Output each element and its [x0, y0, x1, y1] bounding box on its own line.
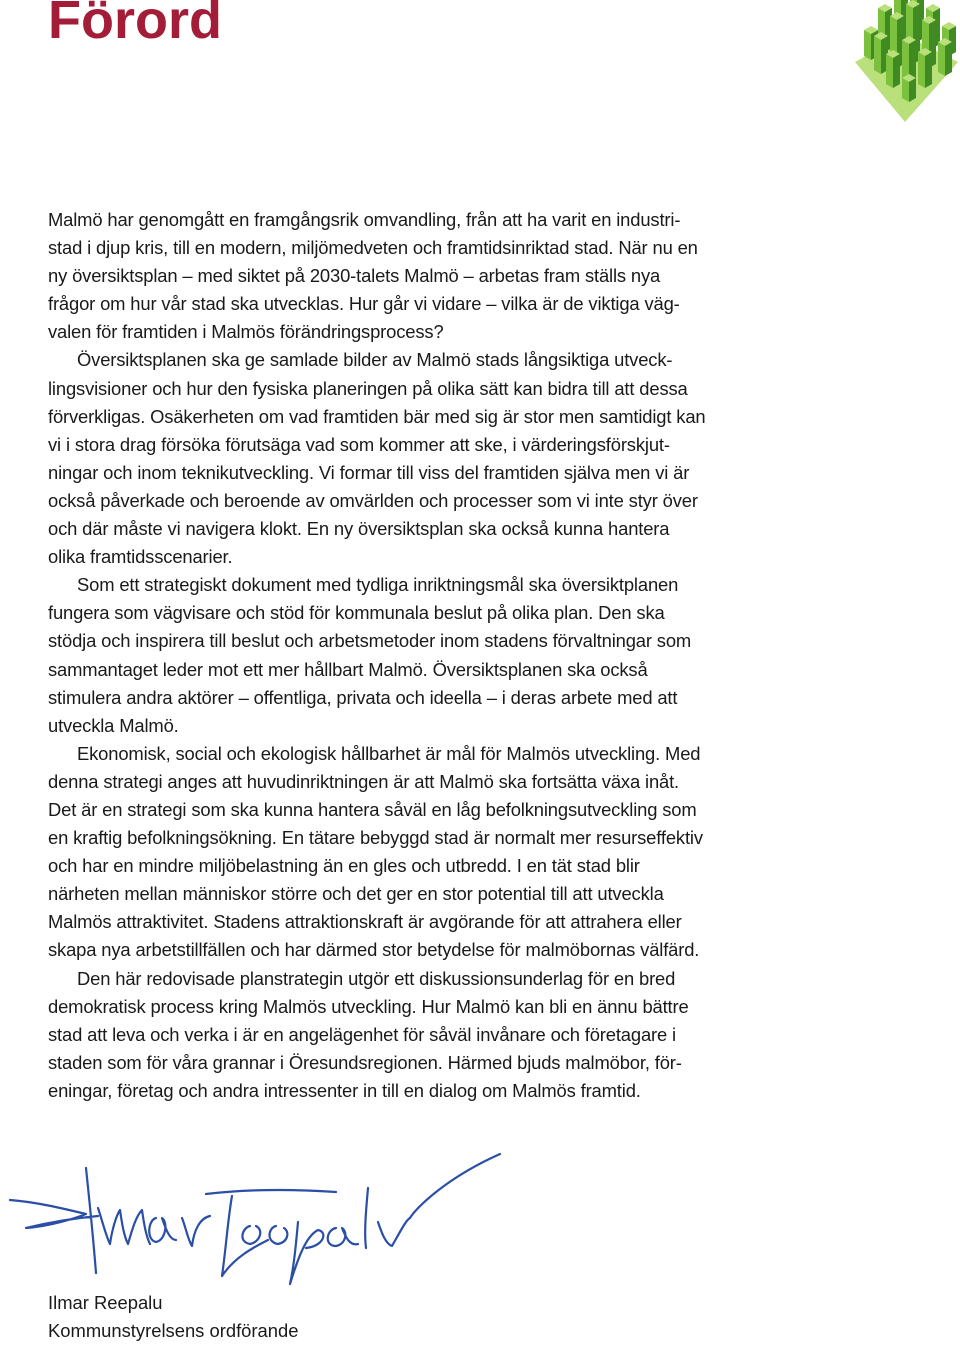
- page-title: Förord: [48, 0, 222, 50]
- logo-block-11: [886, 54, 893, 88]
- logo-block-14: [909, 78, 916, 102]
- logo-block-13: [925, 52, 932, 88]
- logo-block-13: [918, 52, 925, 88]
- paragraph-3: Som ett strategiskt dokument med tydliga inriktningsmål ska översiktplanen fungera som vägvisare och stöd för kommunala beslut på olika plan. Den ska stödja och inspirera till beslut och arbetsmetoder inom stadens förvaltningar som sammantaget leder mot ett mer hållbart Malmö. Översiktsplanen ska också stimulera andra aktörer – offentliga, privata och ideella – i deras arbete med att utveckla Malmö.: [48, 574, 692, 736]
- foreword-body: [48, 206, 708, 1105]
- paragraph-5: Den här redovisade planstrategin utgör ett diskussionsunderlag för en bred demokratisk process kring Malmös utveckling. Hur Malmö kan bli en ännu bättre stad att leva och verka i är en angelägenhet för såväl invånare och företagare i staden som för våra grannar i Öresundsregionen. Härmed bjuds malmöbor, föreningar, företag och andra intressenter in till en dialog om Malmös framtid.: [48, 967, 689, 1101]
- paragraph-4: Ekonomisk, social och ekologisk hållbarhet är mål för Malmös utveckling. Med denna strategi anges att huvudinriktningen är att Malmö ska fortsätta växa inåt. Det är en strategi som ska kunna hantera såväl en låg befolkningsutveckling som en kraftig befolkningsökning. En tätare bebyggd stad är normalt mer resurseffektiv och har en mindre miljöbelastning än en gles och utbredd. I en tät stad blir närheten mellan människor större och det ger en stor potential till att utveckla Malmös attraktivitet. Stadens attraktionskraft är avgörande för att attrahera eller skapa nya arbetstillfällen och har därmed stor betydelse för malmöbornas välfärd.: [48, 742, 703, 961]
- paragraph-2: Översiktsplanen ska ge samlade bilder av Malmö stads långsiktiga utvecklingsvisioner och hur den fysiska planeringen på olika sätt kan bidra till att dessa förverkligas. Osäkerheten om vad framtiden bär med sig är stor men samtidigt kan vi i stora drag försöka förutsäga vad som kommer att ske, i värderingsförskjutningar och inom teknikutveckling. Vi formar till viss del framtiden själva men vi är också påverkade och beroende av omvärlden och processer som vi inte styr över och där måste vi navigera klokt. En ny översiktsplan ska också kunna hantera olika framtidsscenarier.: [48, 349, 706, 568]
- signatory-name: Ilmar Reepalu: [48, 1292, 163, 1313]
- logo-block-0: [864, 30, 871, 60]
- signatory-title: Kommunstyrelsens ordförande: [48, 1320, 299, 1341]
- handwritten-signature: [6, 1148, 506, 1288]
- logo-block-6: [874, 36, 881, 74]
- green-blocks-logo-icon: [850, 0, 960, 125]
- logo-block-10: [938, 42, 945, 76]
- logo-block-14: [902, 78, 909, 102]
- paragraph-1: Malmö har genomgått en framgångsrik omvandling, från att ha varit en industristad i djup kris, till en modern, miljömedveten och framtidsinriktad stad. När nu en ny översiktsplan – med siktet på 2030-talets Malmö – arbetas fram ställs nya frågor om hur vår stad ska utvecklas. Hur går vi vidare – vilka är de viktiga vägvalen för framtiden i Malmös förändringsprocess?: [48, 209, 698, 343]
- logo-block-10: [945, 42, 952, 76]
- logo-block-11: [893, 54, 900, 88]
